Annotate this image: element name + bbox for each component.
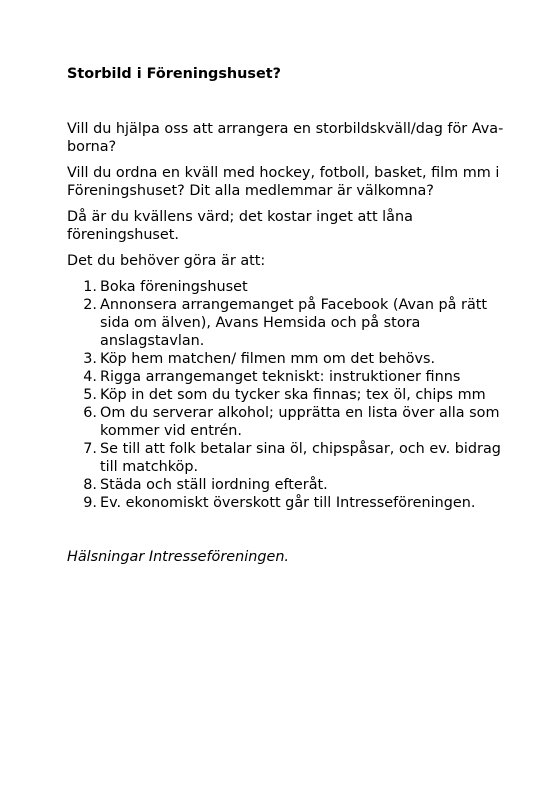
paragraph-host: Då är du kvällens värd; det kostar inget att låna föreningshuset. <box>67 209 413 243</box>
list-item-text: Boka föreningshuset <box>100 279 248 295</box>
closing-signature: Hälsningar Intresseföreningen. <box>67 549 290 565</box>
list-item <box>67 350 507 368</box>
list-item-text: Rigga arrangemanget tekniskt: instruktioner finns <box>100 369 461 385</box>
list-item-text: Köp in det som du tycker ska finnas; tex öl, chips mm <box>100 387 486 403</box>
list-item <box>67 440 507 476</box>
steps-list <box>67 278 507 512</box>
list-item-number: 1. <box>83 279 97 295</box>
list-item-text: Om du serverar alkohol; upprätta en lista över alla som kommer vid entrén. <box>100 405 500 439</box>
list-item-text: Städa och ställ iordning efteråt. <box>100 477 328 493</box>
list-item-number: 2. <box>83 297 97 313</box>
list-item-number: 9. <box>83 495 97 511</box>
list-item-text: Köp hem matchen/ filmen mm om det behövs. <box>100 351 436 367</box>
list-item-text: Ev. ekonomiskt överskott går till Intresseföreningen. <box>100 495 476 511</box>
list-item-text: Se till att folk betalar sina öl, chipspåsar, och ev. bidrag till matchköp. <box>100 441 501 475</box>
list-item-text: Annonsera arrangemanget på Facebook (Avan på rätt sida om älven), Avans Hemsida och på stora anslagstavlan. <box>100 297 488 349</box>
document-body <box>67 65 507 566</box>
list-item <box>67 296 507 350</box>
list-item <box>67 404 507 440</box>
list-item <box>67 476 507 494</box>
paragraph-list-intro: Det du behöver göra är att: <box>67 253 266 269</box>
list-item <box>67 494 507 512</box>
list-item <box>67 386 507 404</box>
list-item-number: 3. <box>83 351 97 367</box>
paragraph-question: Vill du ordna en kväll med hockey, fotboll, basket, film mm i Föreningshuset? Dit alla medlemmar är välkomna? <box>67 165 500 199</box>
list-item-number: 6. <box>83 405 97 421</box>
list-item <box>67 278 507 296</box>
list-item <box>67 368 507 386</box>
list-item-number: 4. <box>83 369 97 385</box>
list-item-number: 5. <box>83 387 97 403</box>
list-item-number: 8. <box>83 477 97 493</box>
document-title: Storbild i Föreningshuset? <box>67 66 281 82</box>
paragraph-invitation: Vill du hjälpa oss att arrangera en storbildskväll/dag för Ava-borna? <box>67 121 504 155</box>
list-item-number: 7. <box>83 441 97 457</box>
